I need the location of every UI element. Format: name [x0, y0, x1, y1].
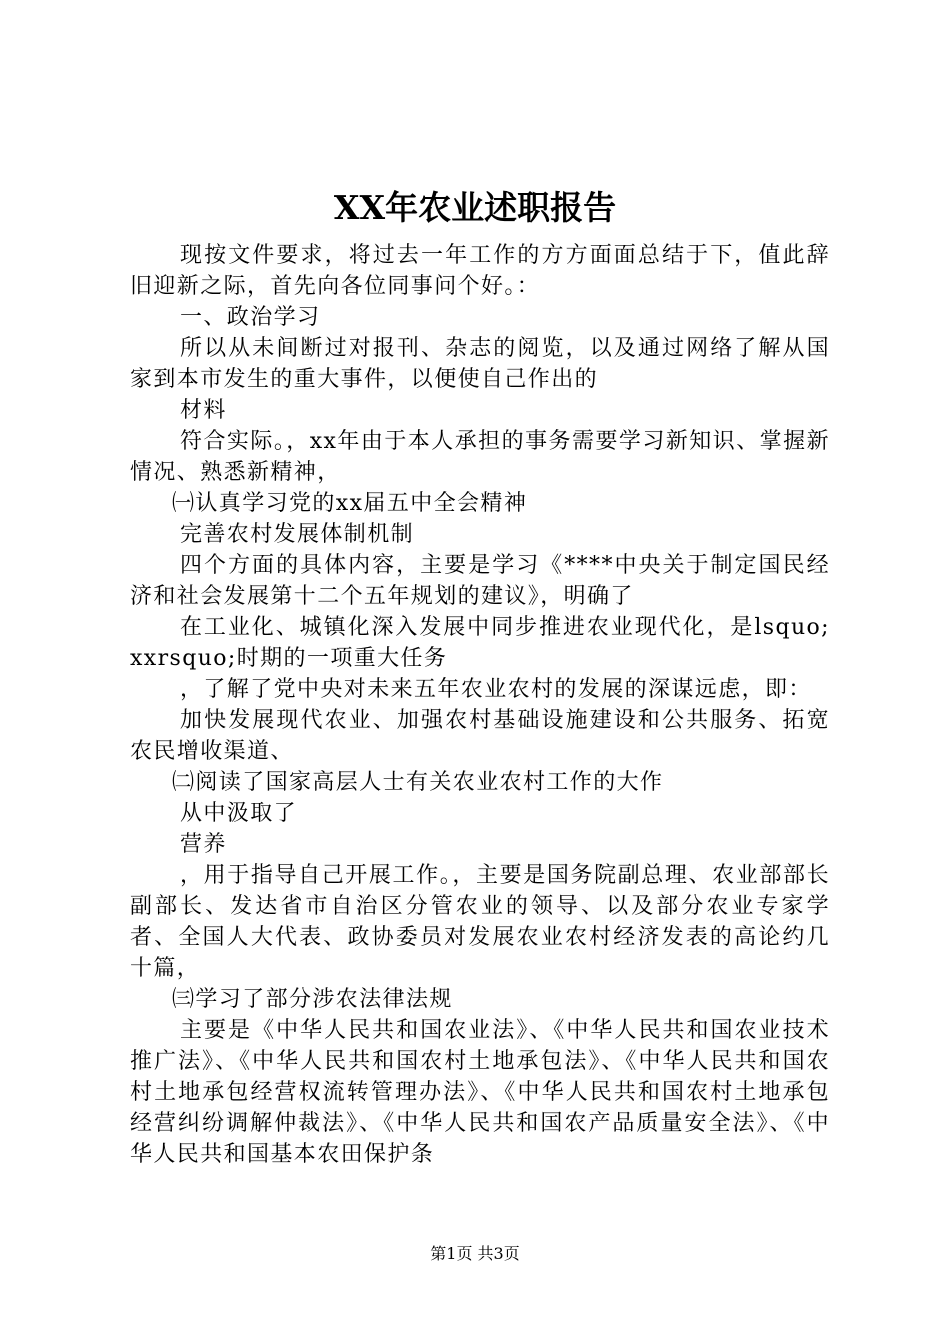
- paragraph: 四个方面的具体内容，主要是学习《****中央关于制定国民经济和社会发展第十二个五年规划的建议》，明确了: [130, 553, 830, 609]
- subsection-heading: ㈡阅读了国家高层人士有关农业农村工作的大作: [172, 770, 664, 795]
- paragraph: 完善农村发展体制机制: [180, 522, 415, 547]
- document-body: [130, 240, 830, 1170]
- subsection-heading: ㈠认真学习党的xx届五中全会精神: [172, 491, 528, 516]
- page-title: XX年农业述职报告: [333, 188, 617, 227]
- page-number: 第1页 共3页: [430, 1244, 520, 1263]
- paragraph: 在工业化、城镇化深入发展中同步推进农业现代化，是lsquo;xxrsquo;时期的一项重大任务: [130, 615, 830, 671]
- paragraph: 主要是《中华人民共和国农业法》、《中华人民共和国农业技术推广法》、《中华人民共和国农村土地承包法》、《中华人民共和国农村土地承包经营权流转管理办法》、《中华人民共和国农村土地承包经营纠纷调解仲裁法》、《中华人民共和国农产品质量安全法》、《中华人民共和国基本农田保护条: [130, 1018, 830, 1167]
- section-heading-political-study: 一、政治学习: [180, 305, 321, 330]
- paragraph: 所以从未间断过对报刊、杂志的阅览，以及通过网络了解从国家到本市发生的重大事件，以便使自己作出的: [130, 336, 830, 392]
- paragraph: 营养: [180, 832, 227, 857]
- paragraph: ，了解了党中央对未来五年农业农村的发展的深谋远虑，即：: [180, 677, 812, 702]
- paragraph: 从中汲取了: [180, 801, 298, 826]
- paragraph-intro: 现按文件要求，将过去一年工作的方方面面总结于下，值此辞旧迎新之际，首先向各位同事问个好。：: [130, 243, 830, 299]
- paragraph: 符合实际。，xx年由于本人承担的事务需要学习新知识、掌握新情况、熟悉新精神，: [130, 429, 830, 485]
- paragraph: 加快发展现代农业、加强农村基础设施建设和公共服务、拓宽农民增收渠道、: [130, 708, 830, 764]
- paragraph: ，用于指导自己开展工作。，主要是国务院副总理、农业部部长副部长、发达省市自治区分管农业的领导、以及部分农业专家学者、全国人大代表、政协委员对发展农业农村经济发表的高论约几十篇，: [130, 863, 830, 981]
- paragraph: 材料: [180, 398, 227, 423]
- subsection-heading: ㈢学习了部分涉农法律法规: [172, 987, 453, 1012]
